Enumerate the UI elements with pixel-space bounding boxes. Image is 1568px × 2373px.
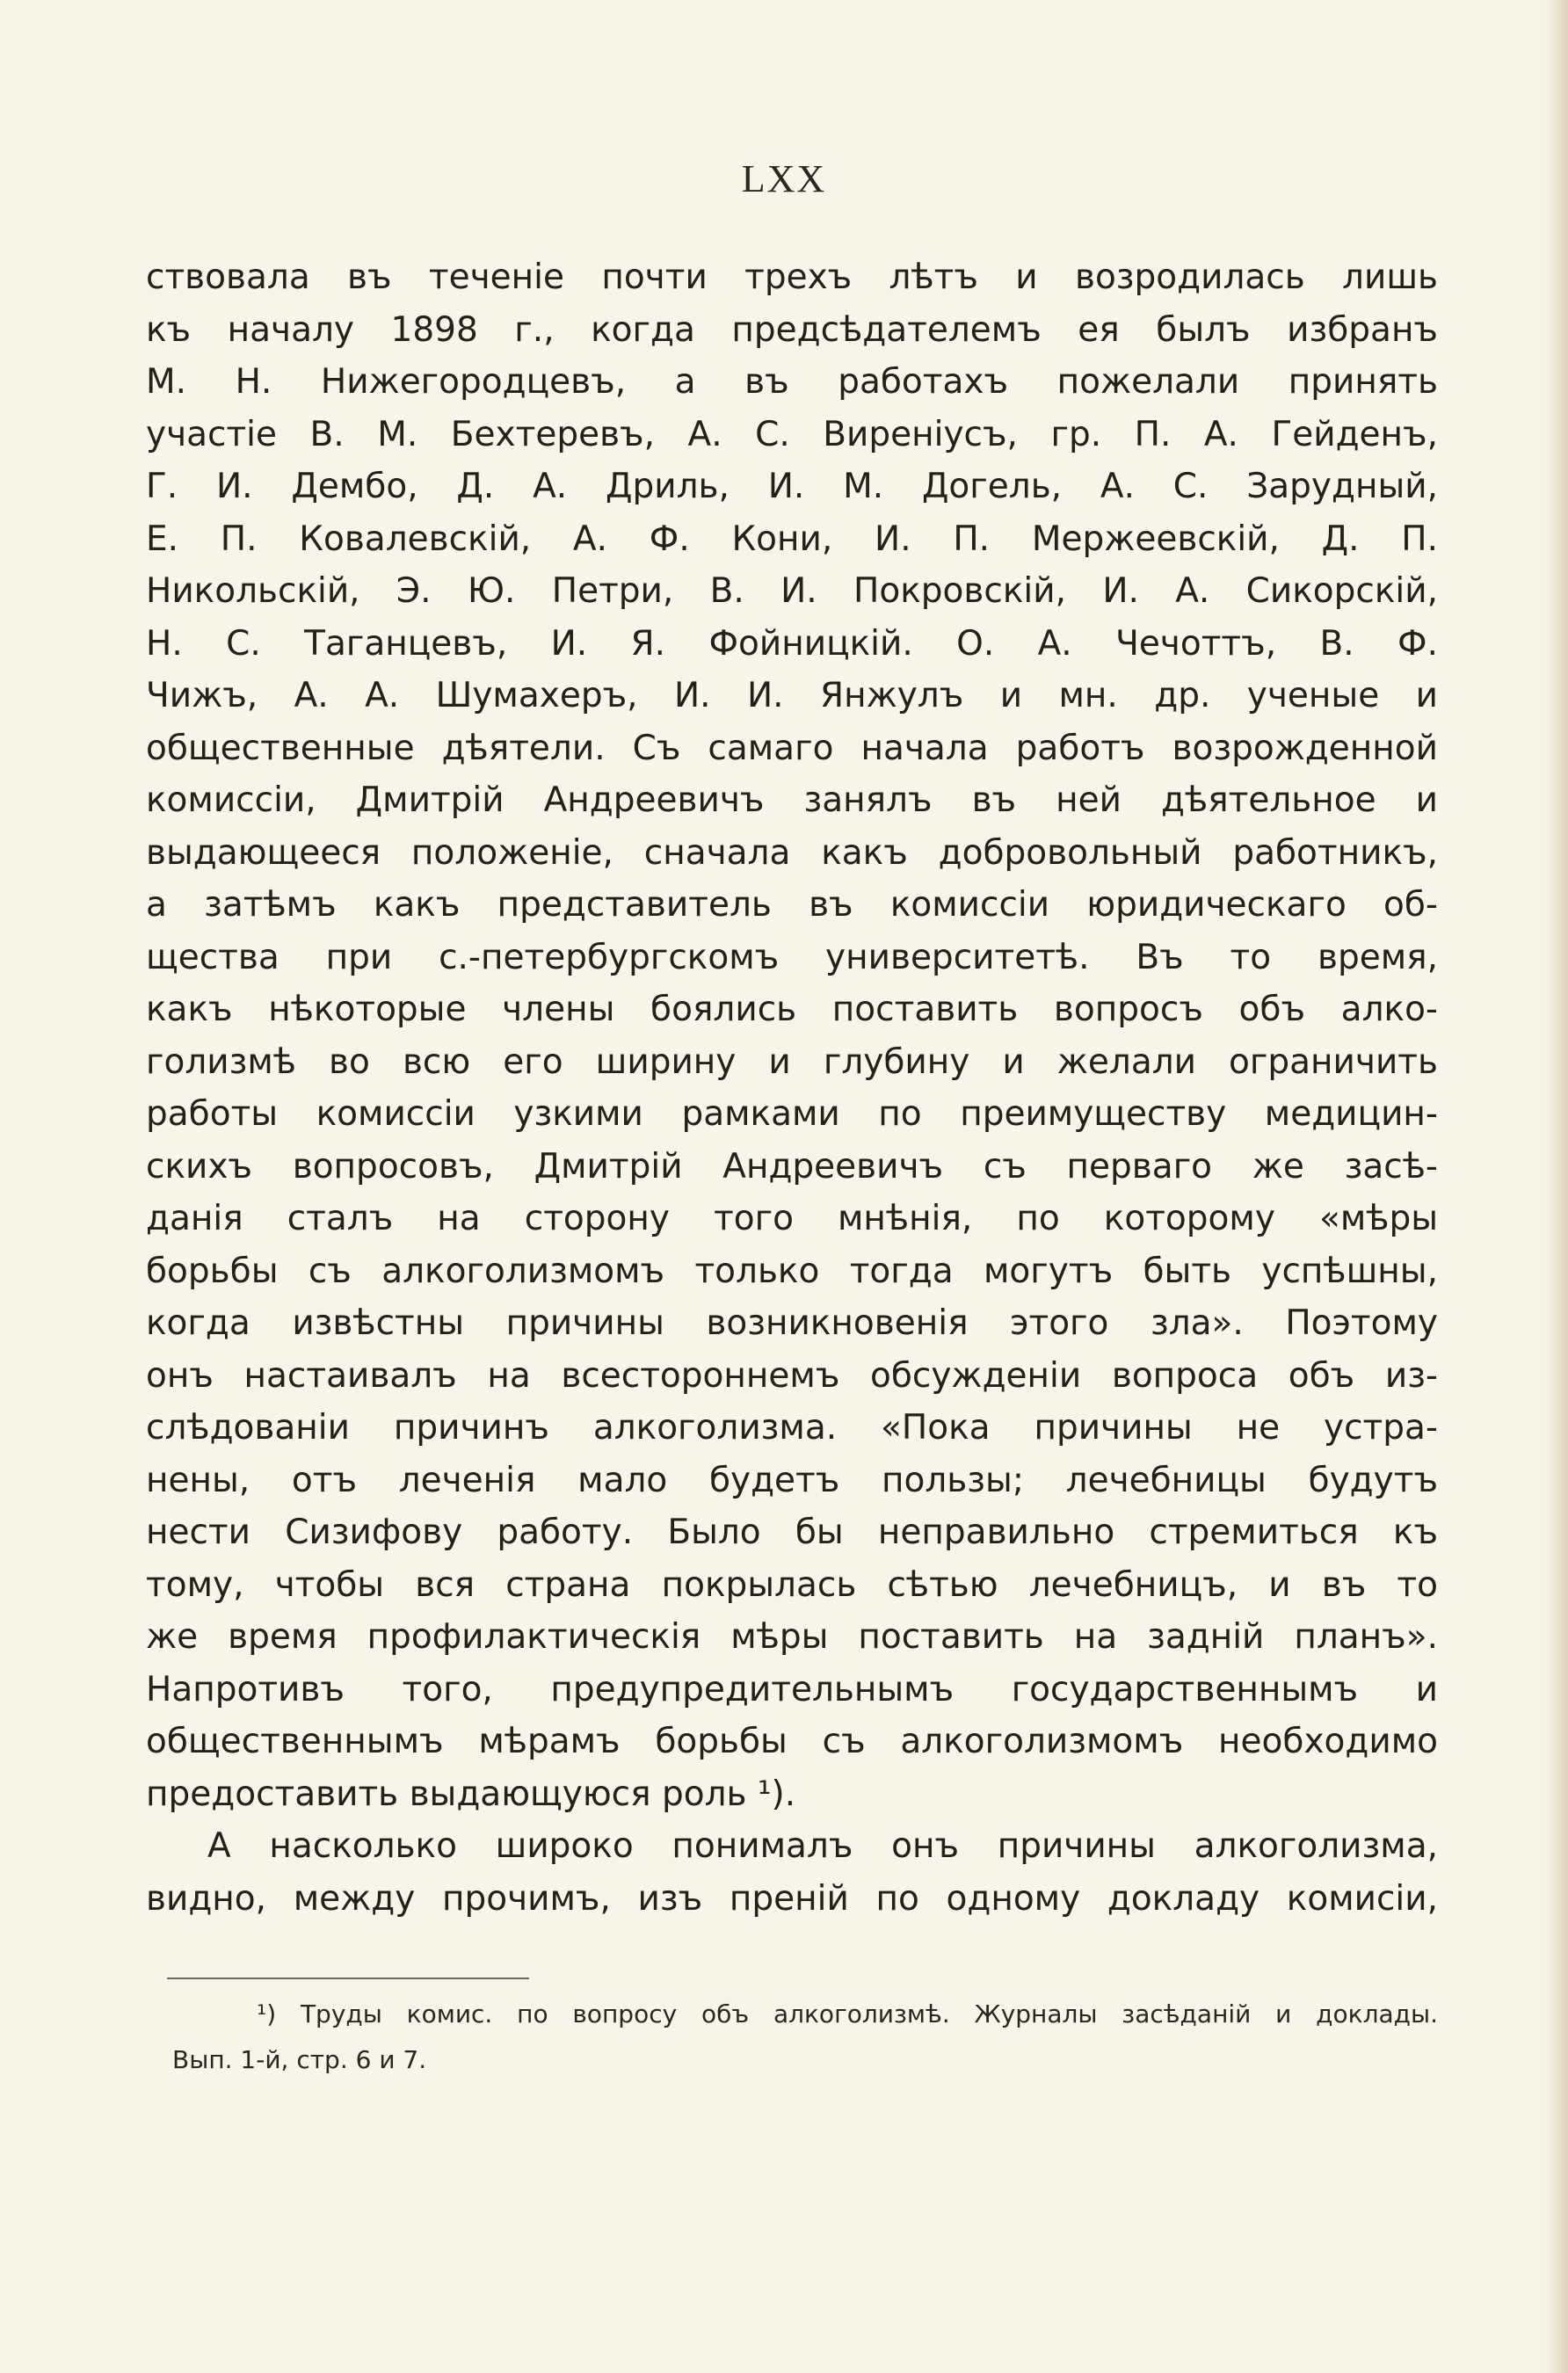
- text-line: Н. С. Таганцевъ, И. Я. Фойницкій. О. А. Чечоттъ, В. Ф.: [146, 623, 1438, 664]
- footnote-line: Вып. 1-й, стр. 6 и 7.: [172, 2045, 427, 2074]
- footnote-divider: [167, 1978, 529, 1979]
- text-line: щества при с.-петербургскомъ университетѣ. Въ то время,: [146, 937, 1438, 977]
- text-line: слѣдованіи причинъ алкоголизма. «Пока причины не устра-: [146, 1408, 1438, 1448]
- text-line: онъ настаивалъ на всестороннемъ обсужденіи вопроса объ из-: [146, 1355, 1438, 1396]
- text-line: Чижъ, А. А. Шумахеръ, И. И. Янжулъ и мн. др. ученые и: [146, 676, 1438, 715]
- text-line: къ началу 1898 г., когда предсѣдателемъ ея былъ избранъ: [146, 309, 1438, 350]
- text-line: голизмѣ во всю его ширину и глубину и желали ограничить: [146, 1041, 1438, 1082]
- text-line: общественные дѣятели. Съ самаго начала работъ возрожденной: [146, 728, 1438, 768]
- text-line: Никольскій, Э. Ю. Петри, В. И. Покровскій, И. А. Сикорскій,: [146, 571, 1438, 611]
- text-line: выдающееся положеніе, сначала какъ добровольный работникъ,: [146, 832, 1438, 873]
- text-line: тому, чтобы вся страна покрылась сѣтью лечебницъ, и въ то: [146, 1564, 1438, 1605]
- text-line: нены, отъ леченія мало будетъ пользы; лечебницы будутъ: [146, 1460, 1438, 1500]
- footnote-line: ¹) Труды комис. по вопросу объ алкоголизмѣ. Журналы засѣданій и доклады.: [257, 1999, 1438, 2028]
- text-line: данія сталъ на сторону того мнѣнія, по которому «мѣры: [146, 1199, 1438, 1238]
- text-line: предоставить выдающуюся роль ¹).: [146, 1774, 796, 1814]
- text-line: Е. П. Ковалевскій, А. Ф. Кони, И. П. Мержеевскій, Д. П.: [146, 519, 1438, 559]
- text-line: Напротивъ того, предупредительнымъ государственнымъ и: [146, 1669, 1438, 1709]
- text-line: видно, между прочимъ, изъ преній по одному докладу комисіи,: [146, 1878, 1438, 1919]
- text-line: когда извѣстны причины возникновенія этого зла». Поэтому: [146, 1303, 1438, 1343]
- text-line: же время профилактическія мѣры поставить на задній планъ».: [146, 1617, 1438, 1657]
- text-line: какъ нѣкоторые члены боялись поставить вопросъ объ алко-: [146, 990, 1438, 1029]
- footnote: [172, 1992, 1438, 2083]
- text-line: ствовала въ теченіе почти трехъ лѣтъ и возродилась лишь: [146, 258, 1438, 297]
- text-line: М. Н. Нижегородцевъ, а въ работахъ пожелали принять: [146, 362, 1438, 402]
- text-line: участіе В. М. Бехтеревъ, А. С. Виреніусъ, гр. П. А. Гейденъ,: [146, 414, 1438, 454]
- page-number: LXX: [741, 157, 827, 200]
- paragraph-first-line: А насколько широко понималъ онъ причины алкоголизма,: [207, 1826, 1438, 1866]
- text-line: скихъ вопросовъ, Дмитрій Андреевичъ съ перваго же засѣ-: [146, 1146, 1438, 1186]
- text-line: борьбы съ алкоголизмомъ только тогда могутъ быть успѣшны,: [146, 1251, 1438, 1291]
- text-line: а затѣмъ какъ представитель въ комиссіи юридическаго об-: [146, 885, 1438, 925]
- body-text: [146, 251, 1438, 1925]
- text-line: Г. И. Дембо, Д. А. Дриль, И. М. Догель, А. С. Зарудный,: [146, 467, 1438, 506]
- text-line: нести Сизифову работу. Было бы неправильно стремиться къ: [146, 1513, 1438, 1552]
- text-line: работы комиссіи узкими рамками по преимуществу медицин-: [146, 1094, 1438, 1134]
- text-line: комиссіи, Дмитрій Андреевичъ занялъ въ ней дѣятельное и: [146, 780, 1438, 820]
- text-line: общественнымъ мѣрамъ борьбы съ алкоголизмомъ необходимо: [146, 1722, 1438, 1761]
